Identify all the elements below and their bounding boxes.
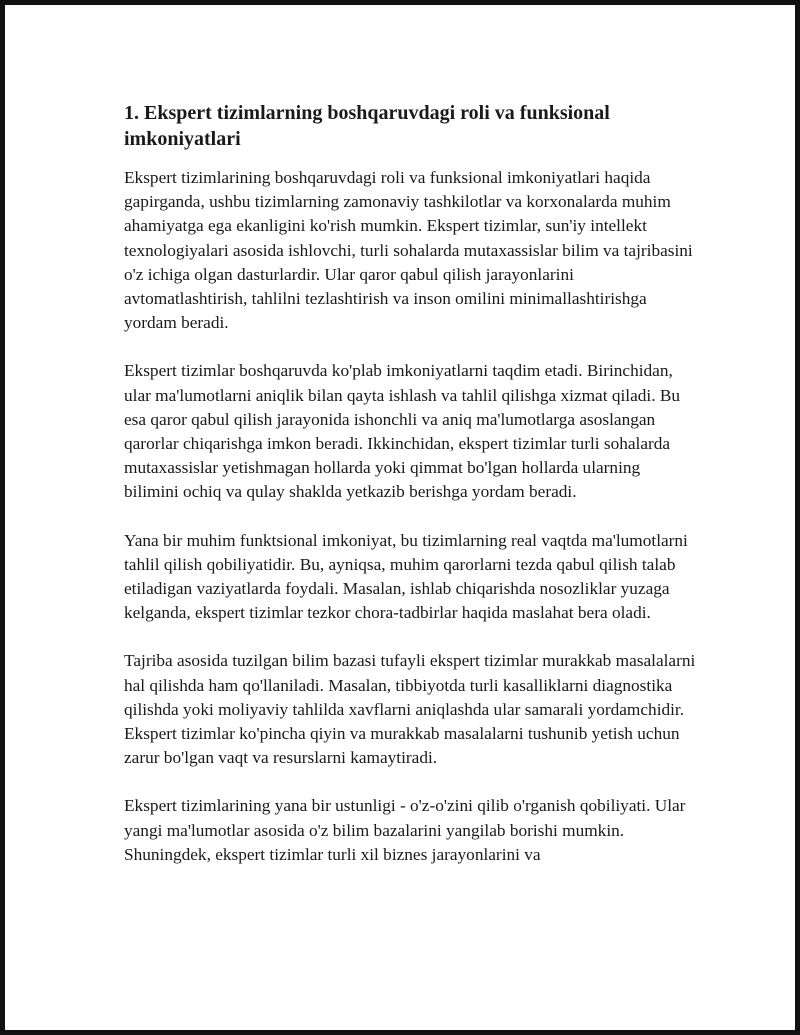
paragraph-1: Ekspert tizimlarining boshqaruvdagi roli va funksional imkoniyatlari haqida gapirganda, ushbu tizimlarning zamonaviy tashkilotlar va korxonalarda muhim ahamiyatga ega ekanligini ko'rish mumkin. Ekspert tizimlar, sun'iy intellekt texnologiyalari asosida ishlovchi, turli sohalarda mutaxassislar bilim va tajribasini o'z ichiga olgan dasturlardir. Ular qaror qabul qilish jarayonlarini avtomatlashtirish, tahlilni tezlashtirish va inson omilini minimallashtirishga yordam beradi.: [124, 168, 693, 333]
paragraph-2: Ekspert tizimlar boshqaruvda ko'plab imkoniyatlarni taqdim etadi. Birinchidan, ular ma'lumotlarni aniqlik bilan qayta ishlash va tahlil qilishga xizmat qiladi. Bu esa qaror qabul qilish jarayonida ishonchli va aniq ma'lumotlarga asoslangan qarorlar chiqarishga imkon beradi. Ikkinchidan, ekspert tizimlar turli sohalarda mutaxassislar yetishmagan hollarda yoki qimmat bo'lgan hollarda ularning bilimini ochiq va qulay shaklda yetkazib berishga yordam beradi.: [124, 361, 681, 502]
document-body: [124, 100, 696, 891]
paragraph-5: Ekspert tizimlarining yana bir ustunligi - o'z-o'zini qilib o'rganish qobiliyati. Ular yangi ma'lumotlar asosida o'z bilim bazalarini yangilab borishi mumkin. Shuningdek, ekspert tizimlar turli xil biznes jarayonlarini va: [124, 796, 686, 864]
paragraph-3: Yana bir muhim funktsional imkoniyat, bu tizimlarning real vaqtda ma'lumotlarni tahlil qilish qobiliyatidir. Bu, ayniqsa, muhim qarorlarni tezda qabul qilish talab etiladigan vaziyatlarda foydali. Masalan, ishlab chiqarishda nosozliklar yuzaga kelganda, ekspert tizimlar tezkor chora-tadbirlar haqida maslahat bera oladi.: [124, 530, 688, 623]
paragraph-4: Tajriba asosida tuzilgan bilim bazasi tufayli ekspert tizimlar murakkab masalalarni hal qilishda ham qo'llaniladi. Masalan, tibbiyotda turli kasalliklarni diagnostika qilishda yoki moliyaviy tahlilda xavflarni aniqlashda ular samarali yordamchidir. Ekspert tizimlar ko'pincha qiyin va murakkab masalalarni tushunib yetish uchun zarur bo'lgan vaqt va resurslarni kamaytiradi.: [124, 651, 696, 768]
section-heading: 1. Ekspert tizimlarning boshqaruvdagi roli va funksional imkoniyatlari: [124, 102, 610, 150]
